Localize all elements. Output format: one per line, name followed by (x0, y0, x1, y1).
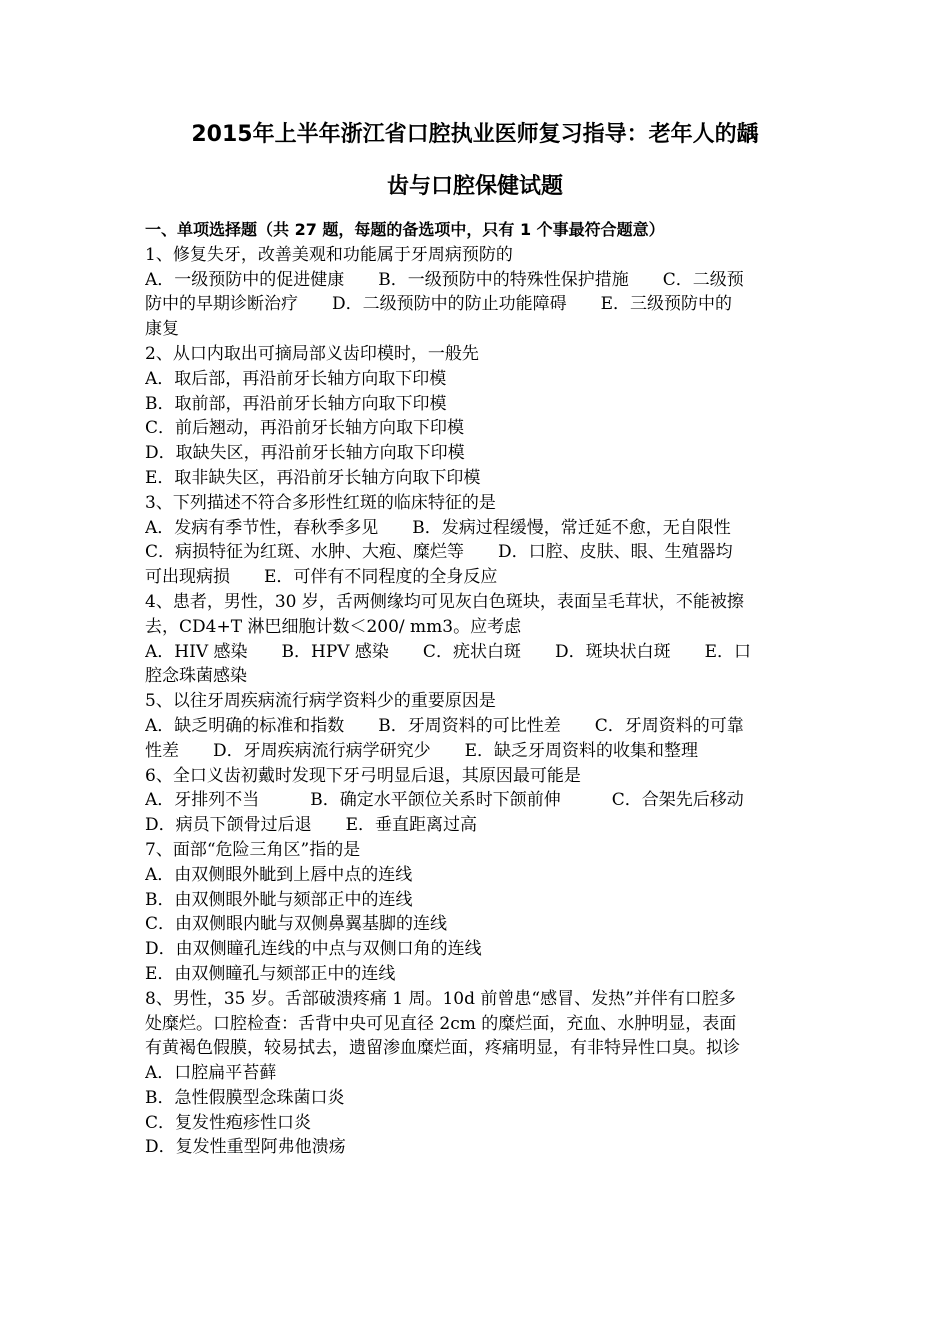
question-stem-line: 8、男性，35 岁。舌部破溃疼痛 1 周。10d 前曾患“感冒、发热”并伴有口腔多 (145, 988, 736, 1009)
question-options-line: 性差 D．牙周疾病流行病学研究少 E．缺乏牙周资料的收集和整理 (145, 740, 699, 761)
section-heading: 一、单项选择题（共 27 题，每题的备选项中，只有 1 个事最符合题意） (145, 220, 665, 239)
option-d: D．复发性重型阿弗他溃疡 (145, 1137, 346, 1158)
option-e: E．取非缺失区，再沿前牙长轴方向取下印模 (145, 467, 481, 488)
question-3 (145, 491, 810, 590)
question-options-line: A．牙排列不当 B．确定水平颌位关系时下颌前伸 C．合架先后移动 (145, 790, 744, 811)
question-options-line: 防中的早期诊断治疗 D．二级预防中的防止功能障碍 E．三级预防中的 (145, 294, 733, 315)
question-7 (145, 838, 810, 987)
question-stem: 6、全口义齿初戴时发现下牙弓明显后退，其原因最可能是 (145, 765, 581, 786)
question-stem-line: 处糜烂。口腔检查：舌背中央可见直径 2cm 的糜烂面，充血、水肿明显，表面 (145, 1013, 737, 1034)
document-body (145, 218, 810, 1160)
question-options-line: 腔念珠菌感染 (145, 666, 247, 687)
document-title-line-2: 齿与口腔保健试题 (386, 174, 563, 199)
option-e: E．由双侧瞳孔与颏部正中的连线 (145, 963, 396, 984)
question-stem-line: 4、患者，男性，30 岁，舌两侧缘均可见灰白色斑块，表面呈毛茸状，不能被擦 (145, 591, 744, 612)
question-options-line: A．发病有季节性，春秋季多见 B．发病过程缓慢，常迁延不愈，无自限性 (145, 517, 731, 538)
option-b: B．取前部，再沿前牙长轴方向取下印模 (145, 393, 447, 414)
question-stem: 2、从口内取出可摘局部义齿印模时，一般先 (145, 343, 479, 364)
option-b: B．急性假膜型念珠菌口炎 (145, 1087, 345, 1108)
option-d: D．取缺失区，再沿前牙长轴方向取下印模 (145, 443, 465, 464)
question-options-line: 可出现病损 E．可伴有不同程度的全身反应 (145, 567, 498, 588)
question-2 (145, 342, 810, 491)
document-title-line-1: 2015年上半年浙江省口腔执业医师复习指导：老年人的龋 (191, 122, 759, 147)
option-c: C．复发性疱疹性口炎 (145, 1112, 312, 1133)
question-options-line: A．缺乏明确的标准和指数 B．牙周资料的可比性差 C．牙周资料的可靠 (145, 715, 744, 736)
question-6 (145, 764, 810, 838)
question-stem: 1、修复失牙，改善美观和功能属于牙周病预防的 (145, 244, 513, 265)
option-a: A．由双侧眼外眦到上唇中点的连线 (145, 864, 413, 885)
question-options-line: A．一级预防中的促进健康 B．一级预防中的特殊性保护措施 C．二级预 (145, 269, 744, 290)
option-d: D．由双侧瞳孔连线的中点与双侧口角的连线 (145, 939, 482, 960)
question-options-line: C．病损特征为红斑、水肿、大疱、糜烂等 D．口腔、皮肤、眼、生殖器均 (145, 542, 733, 563)
question-options-line: A．HIV 感染 B．HPV 感染 C．疣状白斑 D．斑块状白斑 E．口 (145, 641, 751, 662)
question-stem-line: 有黄褐色假膜，较易拭去，遗留渗血糜烂面，疼痛明显，有非特异性口臭。拟诊 (145, 1038, 740, 1059)
question-5 (145, 689, 810, 763)
option-c: C．由双侧眼内眦与双侧鼻翼基脚的连线 (145, 914, 448, 935)
question-stem: 3、下列描述不符合多形性红斑的临床特征的是 (145, 492, 496, 513)
question-stem-line: 去，CD4+T 淋巴细胞计数＜200/ mm3。应考虑 (145, 616, 522, 637)
question-8 (145, 987, 810, 1161)
option-b: B．由双侧眼外眦与颏部正中的连线 (145, 889, 413, 910)
option-c: C．前后翘动，再沿前牙长轴方向取下印模 (145, 418, 465, 439)
question-options-line: 康复 (145, 319, 179, 340)
question-4 (145, 590, 810, 689)
question-1 (145, 243, 810, 342)
question-options-line: D．病员下颌骨过后退 E．垂直距离过高 (145, 815, 478, 836)
option-a: A．取后部，再沿前牙长轴方向取下印模 (145, 368, 447, 389)
option-a: A．口腔扁平苔藓 (145, 1063, 277, 1084)
question-stem: 7、面部“危险三角区”指的是 (145, 839, 361, 860)
question-stem: 5、以往牙周疾病流行病学资料少的重要原因是 (145, 691, 496, 712)
